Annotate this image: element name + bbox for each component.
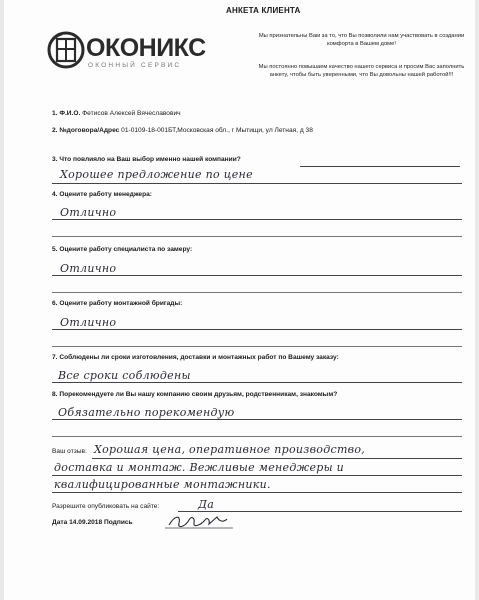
scan-edge-right — [475, 0, 479, 600]
review-rule-3 — [52, 492, 462, 493]
publish-answer: Да — [198, 498, 215, 511]
signature-label: Подпись — [103, 519, 133, 526]
publish-label: Разрешите опубликовать на сайте: — [52, 503, 160, 510]
question-4-extra-line — [52, 236, 462, 237]
question-5-answer: Отлично — [60, 262, 117, 275]
review-rule-1 — [92, 458, 462, 459]
scan-edge-left — [0, 0, 4, 600]
review-line-3: квалифицированные монтажники. — [54, 478, 271, 491]
signature-mark — [165, 511, 235, 533]
question-7-label: 7. Соблюдены ли сроки изготовления, доставки и монтажных работ по Вашему заказу: — [52, 354, 339, 361]
date-value: 14.09.2018 — [69, 519, 103, 526]
question-8-extra-line — [52, 436, 462, 437]
question-4-answer: Отлично — [60, 206, 117, 219]
date-label: Дата — [52, 519, 68, 526]
question-5-answer-line — [52, 275, 462, 276]
question-6-extra-line — [52, 346, 462, 347]
intro-request: Мы постоянно повышаем качество нашего сервиса и просим Вас заполнить анкету, чтобы быть уверенными, что Вы довольны нашей работой!!! — [258, 64, 465, 78]
question-3-inline-line — [300, 166, 460, 167]
question-5-extra-line — [52, 292, 462, 293]
question-6-answer-line — [52, 329, 462, 330]
fio-label: 1. Ф.И.О. — [52, 110, 81, 117]
review-line-2: доставка и монтаж. Вежливые менеджеры и — [54, 461, 345, 474]
question-4-label: 4. Оцените работу менеджера: — [52, 191, 152, 198]
logo-brand-text: ОКОНИКС — [86, 34, 206, 62]
window-logo-icon — [46, 30, 86, 70]
fio-field — [52, 110, 181, 117]
question-3-answer-line — [52, 183, 462, 184]
intro-thanks: Мы признательны Вам за то, что Вы позволили нам участвовать в создании комфорта в Вашем доме! — [258, 33, 465, 47]
date-field — [52, 519, 133, 526]
question-8-label: 8. Порекомендуете ли Вы нашу компанию своим друзьям, родственникам, знакомым? — [52, 391, 338, 398]
logo-tagline: ОКОННЫЙ СЕРВИС — [88, 62, 182, 69]
question-7-answer: Все сроки соблюдены — [58, 369, 191, 382]
contract-field — [52, 127, 313, 134]
contract-label: 2. №договора/Адрес — [52, 127, 120, 134]
review-rule-2 — [52, 475, 462, 476]
review-label: Ваш отзыв: — [52, 448, 87, 455]
question-8-answer: Обязательно порекомендую — [58, 406, 235, 419]
company-logo — [46, 30, 216, 78]
review-line-1: Хорошая цена, оперативное производство, — [94, 443, 366, 456]
question-6-label: 6. Оцените работу монтажной бригады: — [52, 300, 183, 307]
form-title: АНКЕТА КЛИЕНТА — [226, 6, 301, 15]
question-8-answer-line — [52, 419, 462, 420]
question-3-label: 3. Что повлияло на Ваш выбор именно нашей компании? — [52, 156, 241, 163]
question-5-label: 5. Оцените работу специалиста по замеру: — [52, 246, 193, 253]
fio-value: Фетисов Алексей Вячеславович — [82, 110, 181, 117]
question-7-answer-line — [52, 382, 462, 383]
question-6-answer: Отлично — [60, 316, 117, 329]
contract-value: 01-0109-18-001БТ,Московская обл., г Мытищи, ул Летная, д 38 — [121, 127, 313, 134]
question-3-answer: Хорошее предложение по цене — [60, 168, 253, 181]
question-4-answer-line — [52, 219, 462, 220]
